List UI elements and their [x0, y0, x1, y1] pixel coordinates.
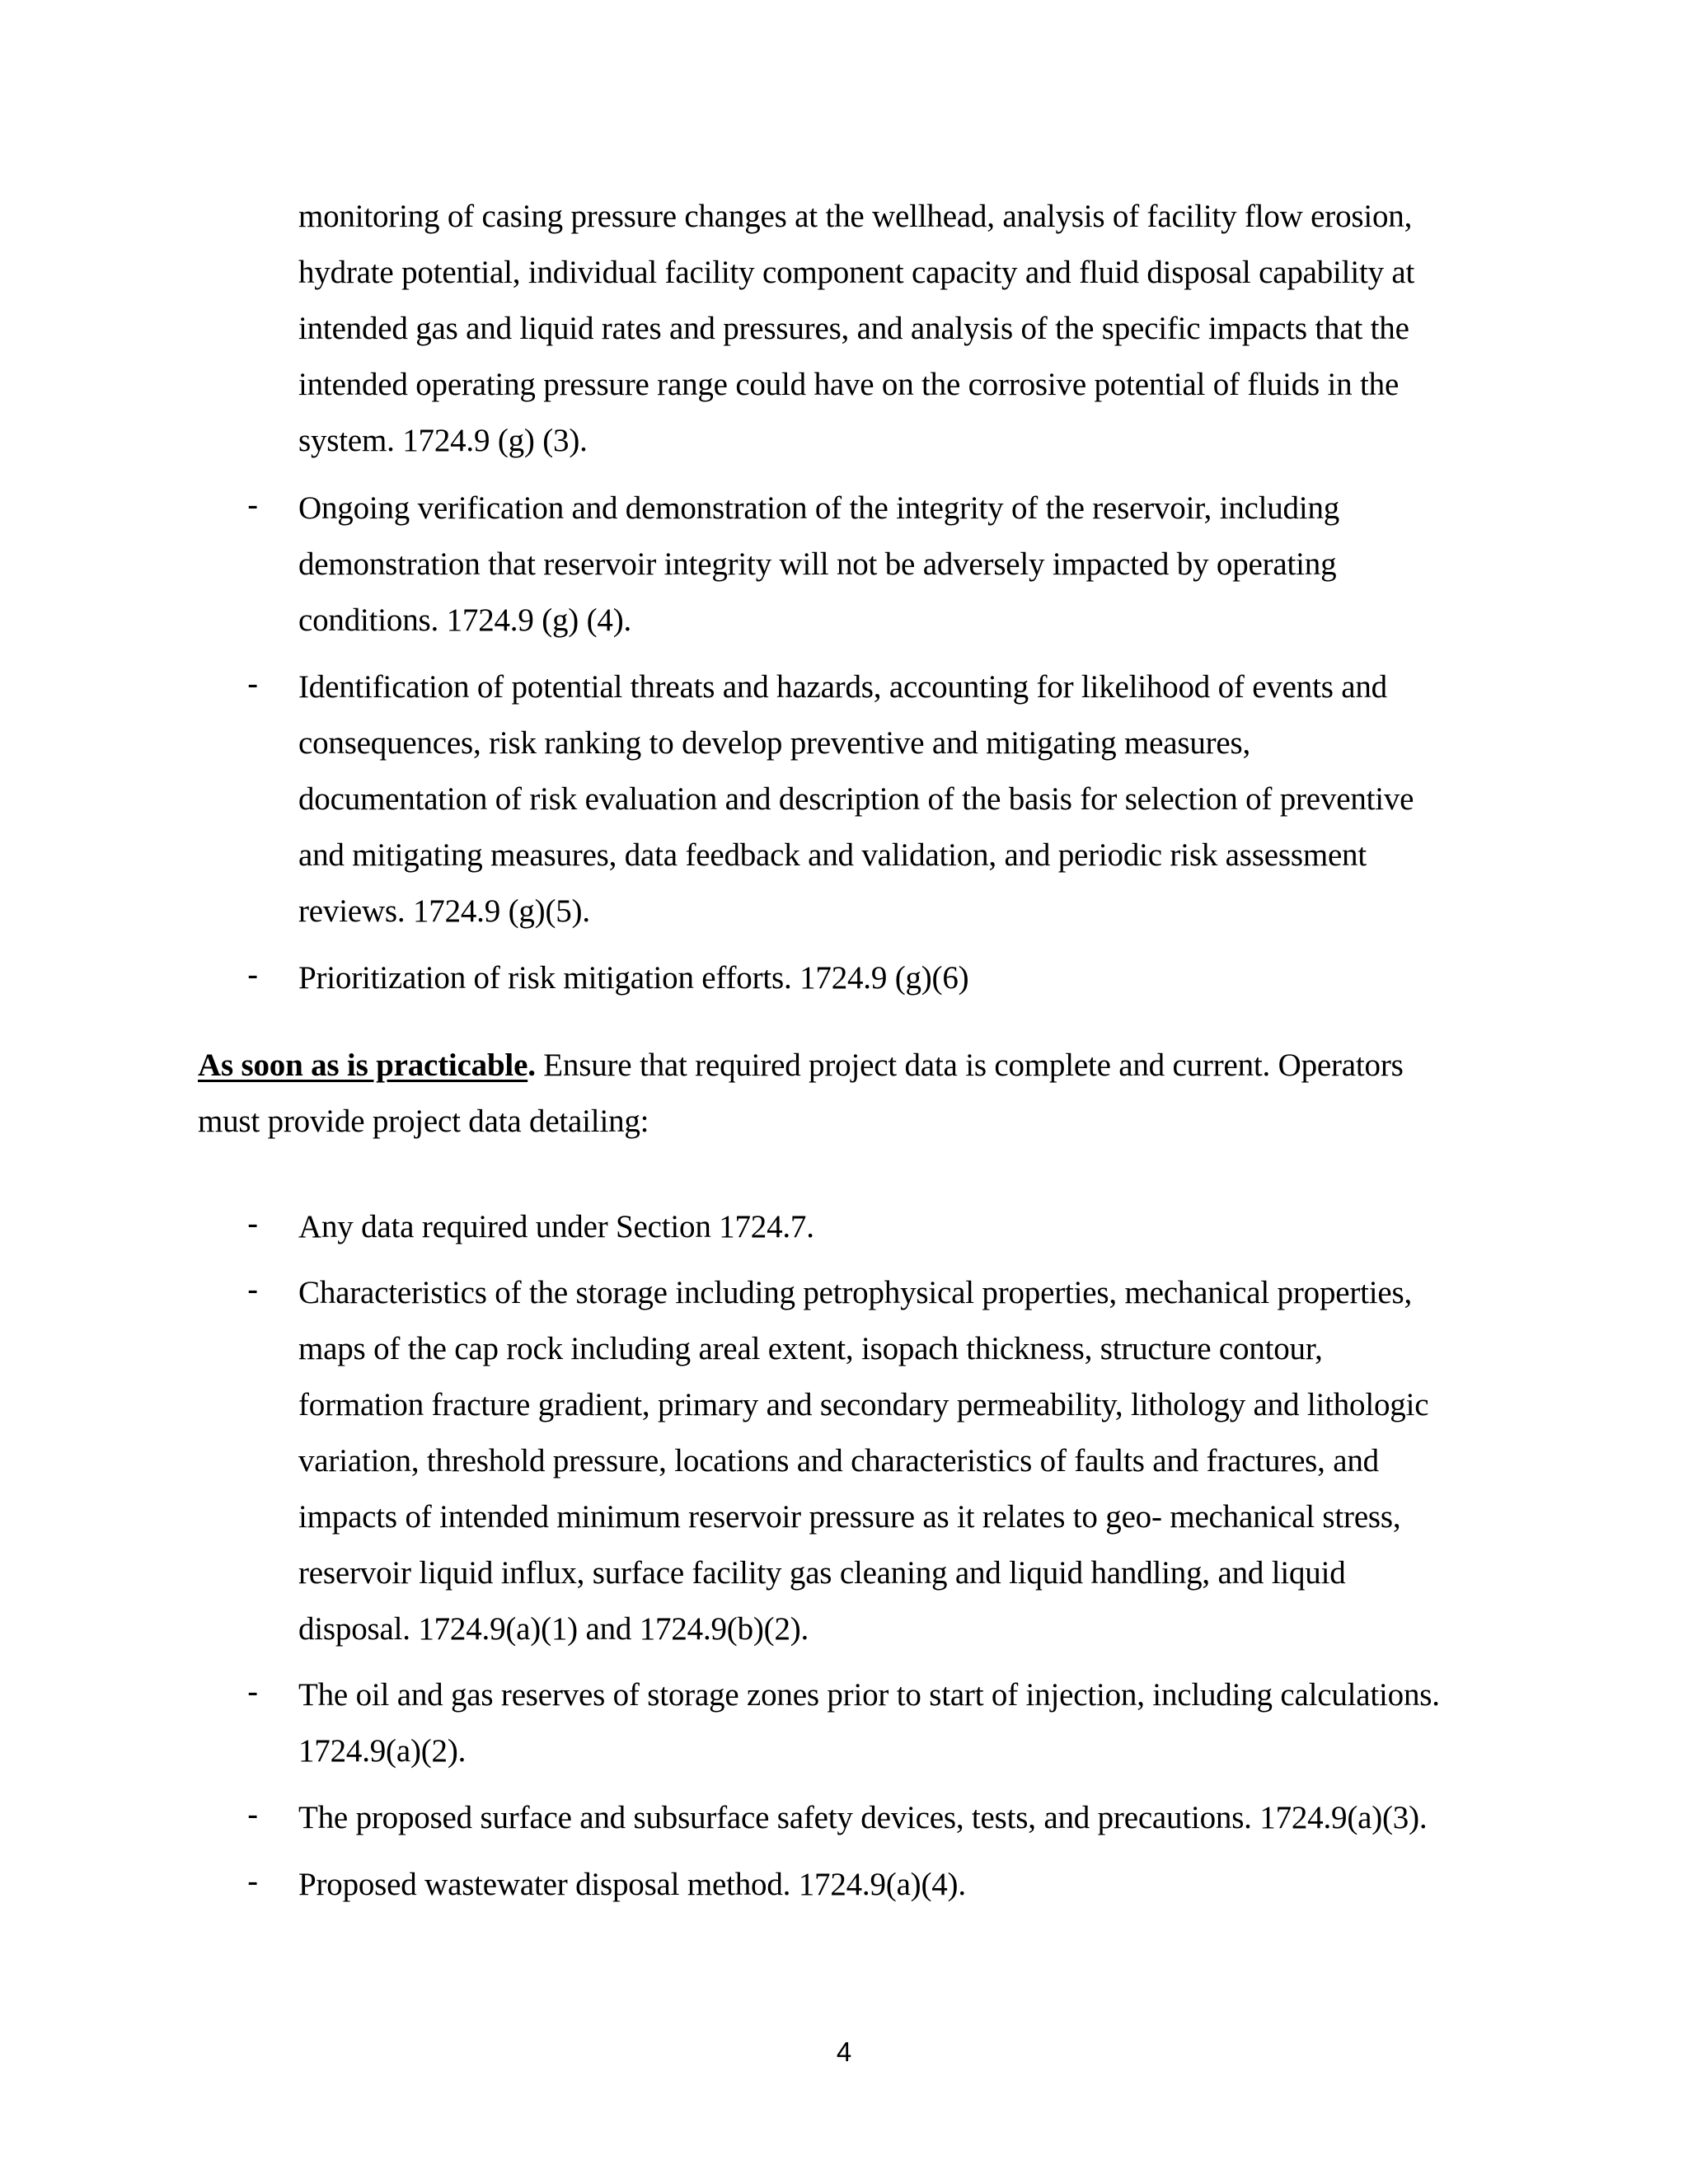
bullet-dash: - — [247, 957, 259, 993]
section-heading-punct: . — [528, 1047, 536, 1083]
bullet-dash: - — [247, 666, 259, 702]
list-item-line: demonstration that reservoir integrity will not be adversely impacted by operating — [298, 546, 1337, 582]
paragraph-line: system. 1724.9 (g) (3). — [298, 423, 588, 458]
list-item-line: conditions. 1724.9 (g) (4). — [298, 602, 632, 638]
list-item-line: reviews. 1724.9 (g)(5). — [298, 893, 590, 929]
page-number: 4 — [836, 2036, 852, 2067]
list-item-line: Characteristics of the storage including petrophysical properties, mechanical properties, — [298, 1275, 1413, 1310]
paragraph-line: hydrate potential, individual facility component capacity and fluid disposal capability at — [298, 255, 1415, 290]
list-item-line: Ongoing verification and demonstration of the integrity of the reservoir, including — [298, 490, 1340, 526]
section-intro-line: must provide project data detailing: — [198, 1104, 649, 1139]
bullet-dash: - — [247, 1206, 259, 1242]
list-item-line: The proposed surface and subsurface safety devices, tests, and precautions. 1724.9(a)(3). — [298, 1800, 1428, 1835]
list-item-line: consequences, risk ranking to develop preventive and mitigating measures, — [298, 725, 1251, 761]
list-item-line: variation, threshold pressure, locations and characteristics of faults and fractures, and — [298, 1443, 1379, 1479]
list-item-line: and mitigating measures, data feedback and validation, and periodic risk assessment — [298, 837, 1367, 873]
list-item-line: documentation of risk evaluation and description of the basis for selection of preventive — [298, 781, 1414, 817]
list-item-line: 1724.9(a)(2). — [298, 1733, 467, 1769]
list-item-line: The oil and gas reserves of storage zones prior to start of injection, including calculations. — [298, 1677, 1440, 1713]
paragraph-line: monitoring of casing pressure changes at the wellhead, analysis of facility flow erosion, — [298, 199, 1413, 234]
bullet-dash: - — [247, 487, 259, 523]
list-item-line: impacts of intended minimum reservoir pressure as it relates to geo- mechanical stress, — [298, 1499, 1401, 1535]
list-item-line: maps of the cap rock including areal extent, isopach thickness, structure contour, — [298, 1331, 1323, 1366]
list-item-line: Prioritization of risk mitigation efforts. 1724.9 (g)(6) — [298, 960, 969, 996]
list-item-line: Identification of potential threats and hazards, accounting for likelihood of events and — [298, 669, 1387, 705]
list-item-line: Any data required under Section 1724.7. — [298, 1209, 814, 1244]
section-intro-text: Ensure that required project data is complete and current. Operators — [535, 1047, 1404, 1083]
section-heading: As soon as is practicable — [198, 1047, 528, 1083]
list-item-line: formation fracture gradient, primary and secondary permeability, lithology and lithologic — [298, 1387, 1429, 1422]
bullet-dash: - — [247, 1863, 259, 1900]
list-item-line: Proposed wastewater disposal method. 1724.9(a)(4). — [298, 1867, 966, 1902]
list-item-line: disposal. 1724.9(a)(1) and 1724.9(b)(2). — [298, 1611, 809, 1647]
paragraph-line: intended gas and liquid rates and pressures, and analysis of the specific impacts that the — [298, 311, 1409, 346]
bullet-dash: - — [247, 1797, 259, 1833]
list-item-line: reservoir liquid influx, surface facility gas cleaning and liquid handling, and liquid — [298, 1555, 1346, 1591]
paragraph-line: intended operating pressure range could have on the corrosive potential of fluids in the — [298, 367, 1400, 402]
bullet-dash: - — [247, 1272, 259, 1308]
section-intro-line — [198, 1045, 1404, 1086]
bullet-dash: - — [247, 1674, 259, 1710]
